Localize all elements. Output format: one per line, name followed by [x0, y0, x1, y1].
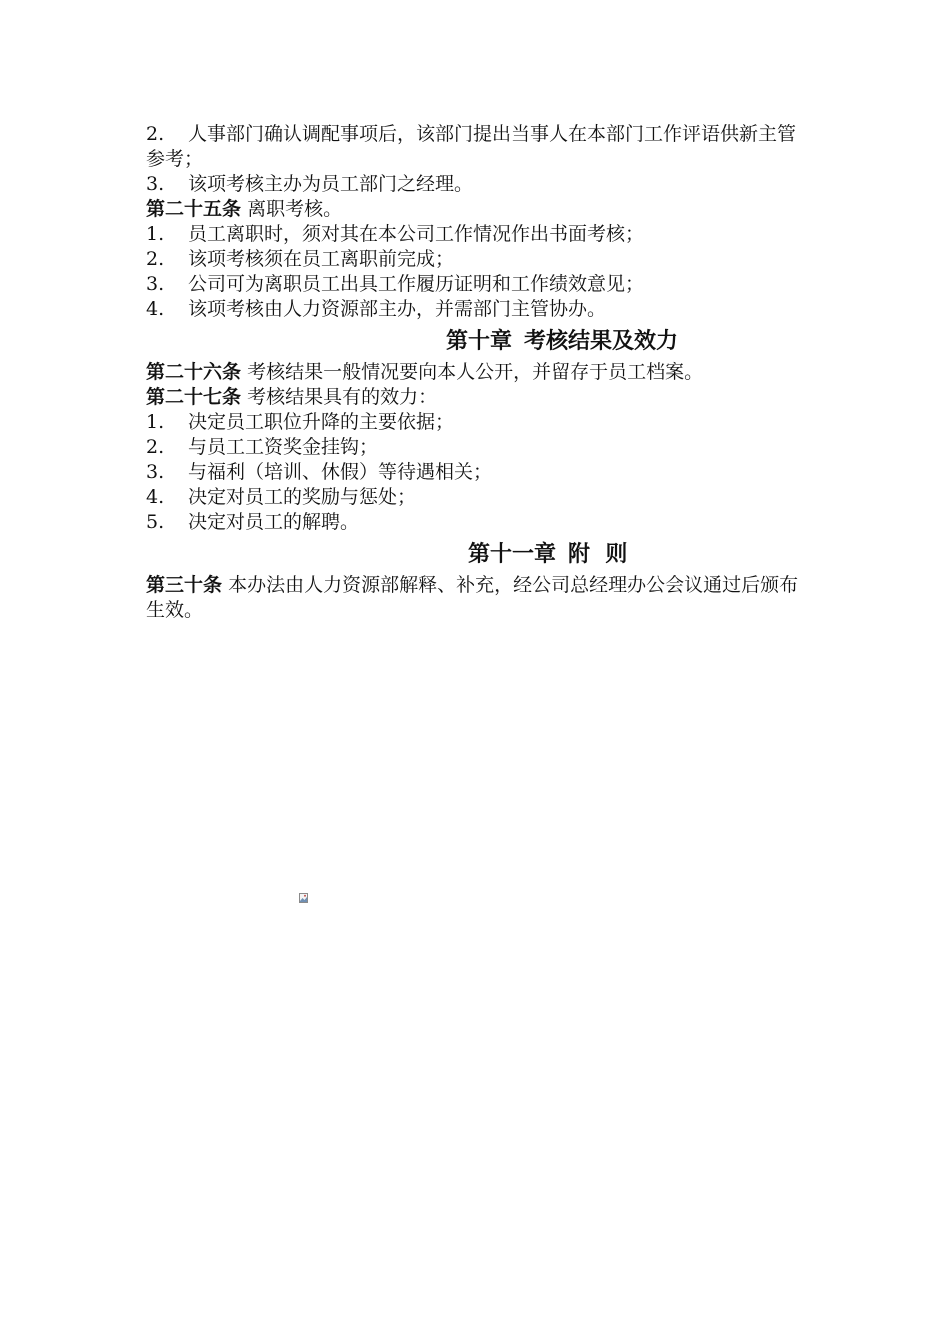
list-text: 该项考核须在员工离职前完成； — [188, 248, 455, 270]
list-item — [146, 172, 816, 197]
list-text: 员工离职时，须对其在本公司工作情况作出书面考核； — [188, 223, 645, 245]
list-text: 该项考核主办为员工部门之经理。 — [188, 173, 474, 195]
list-text: 与员工工资奖金挂钩； — [188, 436, 379, 458]
list-number: 2. — [146, 436, 165, 458]
article-text: 考核结果具有的效力： — [247, 386, 438, 408]
list-number: 2. — [146, 248, 165, 270]
list-text: 决定员工职位升降的主要依据； — [188, 411, 455, 433]
list-number: 1. — [146, 223, 165, 245]
chapter-title: 附 则 — [568, 541, 628, 567]
list-item — [146, 460, 816, 485]
chapter-11-heading — [146, 535, 816, 573]
chapter-number: 第十一章 — [468, 541, 557, 567]
list-number: 3. — [146, 461, 165, 483]
chapter-title: 考核结果及效力 — [524, 328, 679, 354]
article-text: 考核结果一般情况要向本人公开，并留存于员工档案。 — [247, 361, 704, 383]
list-number: 2. — [146, 123, 165, 145]
list-item — [146, 272, 816, 297]
list-item — [146, 247, 816, 272]
list-number: 3. — [146, 273, 165, 295]
article-26 — [146, 360, 816, 385]
list-number: 3. — [146, 173, 165, 195]
article-label: 第二十六条 — [146, 361, 242, 383]
list-text: 决定对员工的奖励与惩处； — [188, 486, 417, 508]
article-text: 本办法由人力资源部解释、补充，经公司总经理办公会议通过后颁布生效。 — [146, 574, 799, 621]
list-text: 人事部门确认调配事项后，该部门提出当事人在本部门工作评语供新主管参考； — [146, 123, 797, 170]
article-30 — [146, 573, 806, 623]
list-text: 与福利（培训、休假）等待遇相关； — [188, 461, 493, 483]
list-number: 5. — [146, 511, 165, 533]
article-label: 第三十条 — [146, 574, 223, 596]
list-number: 1. — [146, 411, 165, 433]
article-27 — [146, 385, 816, 410]
list-text: 决定对员工的解聘。 — [188, 511, 360, 533]
list-item — [146, 485, 816, 510]
chapter-number: 第十章 — [446, 328, 513, 354]
list-item — [146, 222, 816, 247]
article-label: 第二十七条 — [146, 386, 242, 408]
list-text: 该项考核由人力资源部主办，并需部门主管协办。 — [188, 298, 607, 320]
list-item — [146, 410, 816, 435]
list-item — [146, 510, 816, 535]
list-number: 4. — [146, 486, 165, 508]
list-item — [146, 122, 806, 172]
list-item — [146, 435, 816, 460]
article-label: 第二十五条 — [146, 198, 242, 220]
article-25 — [146, 197, 816, 222]
document-page — [146, 122, 816, 623]
chapter-10-heading — [146, 322, 816, 360]
list-text: 公司可为离职员工出具工作履历证明和工作绩效意见； — [188, 273, 645, 295]
list-number: 4. — [146, 298, 165, 320]
broken-image-icon — [299, 893, 308, 903]
list-item — [146, 297, 816, 322]
article-text: 离职考核。 — [247, 198, 343, 220]
